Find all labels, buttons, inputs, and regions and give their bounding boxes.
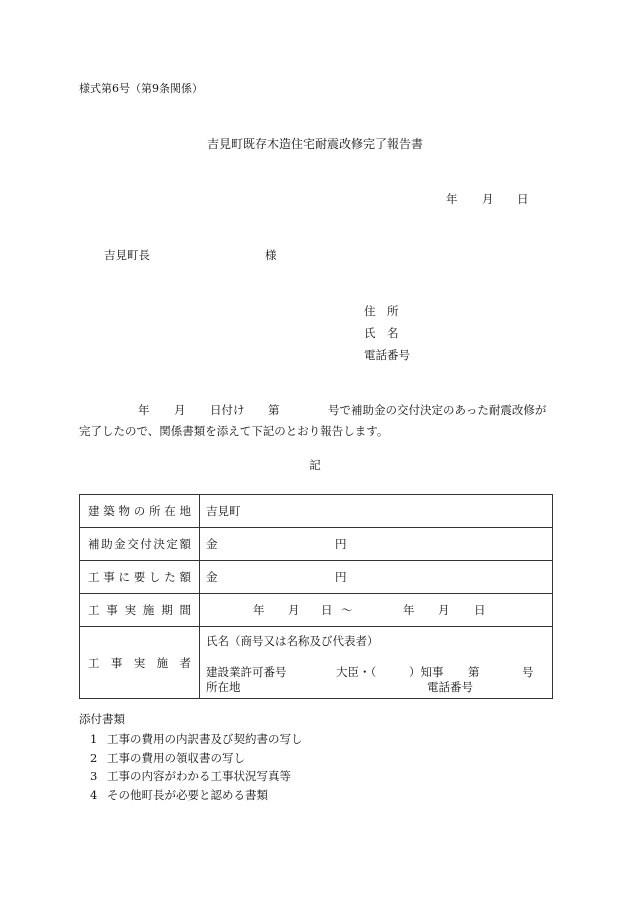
contractor-governor: ）知事 [409, 665, 444, 679]
label-char: 額 [179, 570, 191, 584]
location-value: 吉見町 [206, 504, 241, 518]
label-char: 施 [156, 655, 169, 670]
location-label [80, 495, 200, 528]
applicant-name-label: 氏 名 [364, 326, 399, 340]
label-char: 額 [179, 537, 191, 551]
attachments-heading: 添付書類 [79, 712, 125, 726]
label-char: 事 [103, 570, 115, 584]
contractor-phone: 電話番号 [427, 680, 473, 694]
period-label-text [80, 602, 199, 618]
period-start-day: 日 [321, 603, 333, 617]
body-year: 年 [138, 403, 150, 417]
label-char: 事 [106, 603, 118, 617]
date-month: 月 [482, 192, 494, 206]
contractor-name-line: 氏名（商号又は名称及び代表者） [206, 634, 379, 648]
addressee-honorific: 様 [265, 248, 277, 262]
period-start-month: 月 [288, 603, 300, 617]
attachment-num: 2 [90, 751, 98, 765]
addressee-name: 吉見町長 [104, 248, 150, 262]
body-number-prefix: 第 [268, 403, 280, 417]
table-row-cost [80, 561, 553, 594]
label-char: 築 [103, 504, 115, 518]
ki-heading: 記 [309, 458, 321, 472]
label-char: 決 [153, 537, 165, 551]
label-char: 事 [110, 655, 123, 670]
label-char: 在 [164, 504, 176, 518]
body-line1-rest: 号で補助金の交付決定のあった耐震改修が [328, 403, 547, 417]
contractor-label [80, 627, 200, 699]
label-char: 実 [124, 603, 137, 617]
contractor-minister: 大臣・（ [336, 665, 377, 679]
label-char: 物 [118, 504, 130, 518]
period-end-year: 年 [403, 603, 415, 617]
date-day: 日 [517, 192, 529, 206]
label-char: し [149, 570, 161, 584]
attachment-text: 工事の費用の領収書の写し [107, 751, 245, 765]
body-day-suffix: 日付け [210, 403, 245, 417]
cost-unit: 円 [335, 570, 347, 584]
document-title: 吉見町既存木造住宅耐震改修完了報告書 [206, 137, 423, 151]
applicant-phone-label: 電話番号 [364, 348, 410, 362]
applicant-address-label: 住 所 [364, 304, 399, 318]
period-tilde: ～ [341, 603, 353, 617]
label-char: た [164, 570, 176, 584]
label-char: に [118, 570, 130, 584]
label-char: 間 [179, 603, 191, 617]
subsidy-label [80, 528, 200, 561]
cost-prefix: 金 [206, 570, 218, 584]
subsidy-label-text [80, 536, 199, 552]
attachment-num: 4 [90, 788, 98, 802]
period-start-year: 年 [253, 603, 265, 617]
label-char: 者 [179, 655, 191, 670]
label-char: 工 [88, 570, 100, 584]
attachment-text: 工事の内容がわかる工事状況写真等 [107, 769, 291, 783]
table-row-contractor [80, 627, 553, 699]
form-number: 様式第6号（第9条関係） [79, 82, 203, 95]
label-char: 建 [88, 504, 100, 518]
contractor-label-text [80, 655, 199, 671]
label-char: 付 [140, 537, 152, 551]
table-row-subsidy [80, 528, 553, 561]
attachment-num: 1 [90, 732, 98, 746]
contractor-address: 所在地 [206, 680, 241, 694]
period-value-cell [200, 594, 553, 627]
label-char: 要 [133, 570, 146, 584]
report-table [79, 494, 553, 699]
contractor-value-cell [200, 627, 553, 699]
body-line2: 完了したので、関係書類を添えて下記のとおり報告します。 [79, 424, 389, 438]
subsidy-value-cell [200, 528, 553, 561]
body-month: 月 [174, 403, 186, 417]
attachment-num: 3 [90, 769, 98, 783]
label-char: 工 [88, 655, 100, 670]
label-char: 施 [142, 603, 155, 617]
label-char: 助 [101, 537, 113, 551]
label-char: 地 [179, 504, 191, 518]
period-label [80, 594, 200, 627]
label-char: 補 [88, 537, 100, 551]
period-end-day: 日 [474, 603, 486, 617]
cost-label-text [80, 569, 199, 585]
label-char: の [133, 504, 146, 518]
contractor-dai: 第 [468, 665, 480, 679]
label-char: 所 [149, 504, 161, 518]
period-end-month: 月 [438, 603, 450, 617]
attachment-text: その他町長が必要と認める書類 [107, 788, 268, 802]
location-label-text [80, 503, 199, 519]
location-value-cell [200, 495, 553, 528]
cost-value-cell [200, 561, 553, 594]
contractor-go: 号 [522, 665, 534, 679]
attachment-text: 工事の費用の内訳書及び契約書の写し [107, 732, 303, 746]
table-row-period [80, 594, 553, 627]
label-char: 定 [166, 537, 178, 551]
label-char: 実 [133, 655, 146, 670]
subsidy-prefix: 金 [206, 537, 218, 551]
label-char: 期 [161, 603, 173, 617]
label-char: 工 [88, 603, 100, 617]
label-char: 金 [114, 537, 126, 551]
cost-label [80, 561, 200, 594]
table-row-location [80, 495, 553, 528]
date-year: 年 [446, 192, 458, 206]
contractor-license: 建設業許可番号 [206, 665, 287, 679]
label-char: 交 [127, 537, 139, 551]
subsidy-unit: 円 [335, 537, 347, 551]
